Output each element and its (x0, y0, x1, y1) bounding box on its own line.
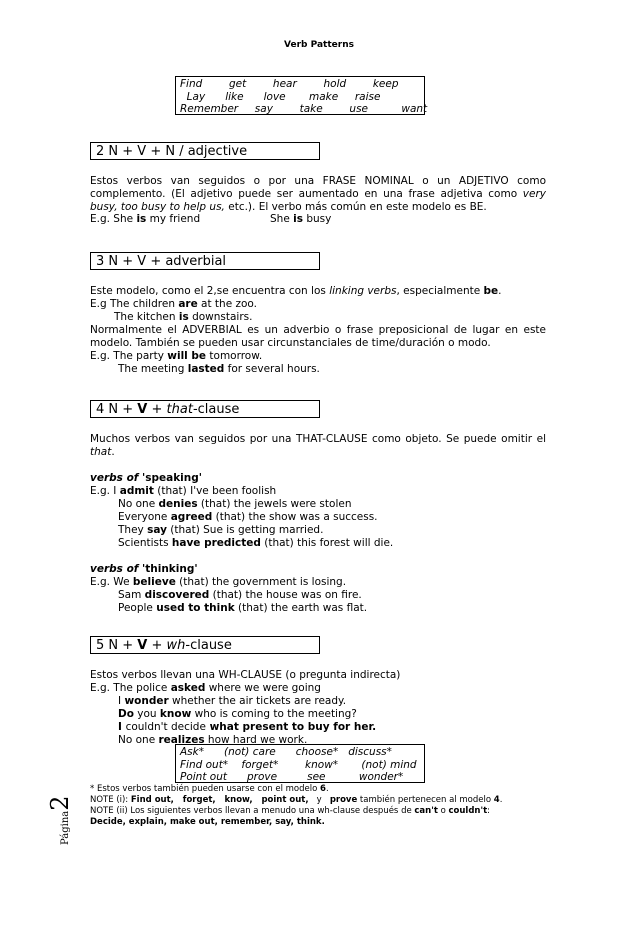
verb-row: Remember say take use want (180, 103, 428, 115)
section-3-body (90, 285, 546, 376)
speaking-example: No one denies (that) the jewels were stolen (118, 498, 352, 510)
page-header: Verb Patterns (284, 40, 354, 50)
verb-row: Lay like love make raise (180, 90, 381, 103)
speaking-heading: verbs of 'speaking' (90, 472, 202, 484)
speaking-example: Scientists have predicted (that) this forest will die. (118, 537, 394, 549)
sec2-paragraph: Estos verbos van seguidos o por una FRASE NOMINAL o un ADJETIVO como complemento. (El adjetivo puede ser aumentado en una frase adjetiva como very busy, too busy to help us, etc.). El verbo más común en este modelo es BE. (90, 175, 546, 213)
wh-verb-list-box (175, 744, 425, 783)
sec3-line: Este modelo, como el 2,se encuentra con los linking verbs, especialmente be. (90, 285, 502, 297)
section-4-heading: 4 N + V + that-clause (90, 400, 320, 418)
verb-row: Find out* forget* know* (not) mind (180, 758, 417, 771)
section-5-heading: 5 N + V + wh-clause (90, 636, 320, 654)
page-num: 2 (46, 795, 74, 811)
note-4: Decide, explain, make out, remember, say, think. (90, 817, 325, 827)
speaking-example: E.g. I admit (that) I've been foolish (90, 485, 277, 497)
section-4-body (90, 433, 546, 615)
sec4-paragraph: Muchos verbos van seguidos por una THAT-CLAUSE como objeto. Se puede omitir el that. (90, 433, 546, 458)
section-2-heading: 2 N + V + N / adjective (90, 142, 320, 160)
section-2-text (90, 175, 546, 214)
verb-list-box (175, 76, 428, 115)
page-label: Página (60, 810, 71, 845)
verb-row: Point out prove see wonder* (180, 771, 404, 783)
thinking-example: People used to think (that) the earth was flat. (118, 602, 368, 614)
wh-example: I couldn't decide what present to buy for her. (118, 721, 377, 733)
note-3: NOTE (ii) Los siguientes verbos llevan a menudo una wh-clause después de can't o couldn't: (90, 806, 491, 816)
note-1: * Estos verbos también pueden usarse con el modelo 6. (90, 784, 329, 794)
wh-example: I wonder whether the air tickets are ready. (118, 695, 347, 707)
thinking-example: Sam discovered (that) the house was on fire. (118, 589, 362, 601)
sec3-example: The kitchen is downstairs. (114, 311, 253, 323)
page-number (46, 795, 76, 925)
wh-example: No one realizes how hard we work. (118, 734, 308, 746)
speaking-example: Everyone agreed (that) the show was a success. (118, 511, 378, 523)
verb-row: Find get hear hold keep (180, 78, 399, 90)
section-3-heading: 3 N + V + adverbial (90, 252, 320, 270)
section-5-body (90, 669, 546, 747)
sec3-paragraph: Normalmente el ADVERBIAL es un adverbio o frase preposicional de lugar en este modelo. También se pueden usar circunstanciales de time/duración o modo. (90, 324, 546, 349)
sec3-example: The meeting lasted for several hours. (118, 363, 320, 375)
wh-example: Do you know who is coming to the meeting? (118, 708, 357, 720)
sec5-paragraph: Estos verbos llevan una WH-CLAUSE (o pregunta indirecta) (90, 669, 401, 681)
section-2-example: E.g. She is my friend She is busy (90, 213, 332, 225)
sec3-example: E.g The children are at the zoo. (90, 298, 258, 310)
thinking-heading: verbs of 'thinking' (90, 563, 198, 575)
footnotes (90, 784, 560, 828)
thinking-example: E.g. We believe (that) the government is losing. (90, 576, 347, 588)
sec3-example: E.g. The party will be tomorrow. (90, 350, 263, 362)
speaking-example: They say (that) Sue is getting married. (118, 524, 324, 536)
note-2: NOTE (i): Find out, forget, know, point out, y prove también pertenecen al modelo 4. (90, 795, 503, 805)
verb-row: Ask* (not) care choose* discuss* (180, 746, 392, 758)
wh-example: E.g. The police asked where we were going (90, 682, 321, 694)
